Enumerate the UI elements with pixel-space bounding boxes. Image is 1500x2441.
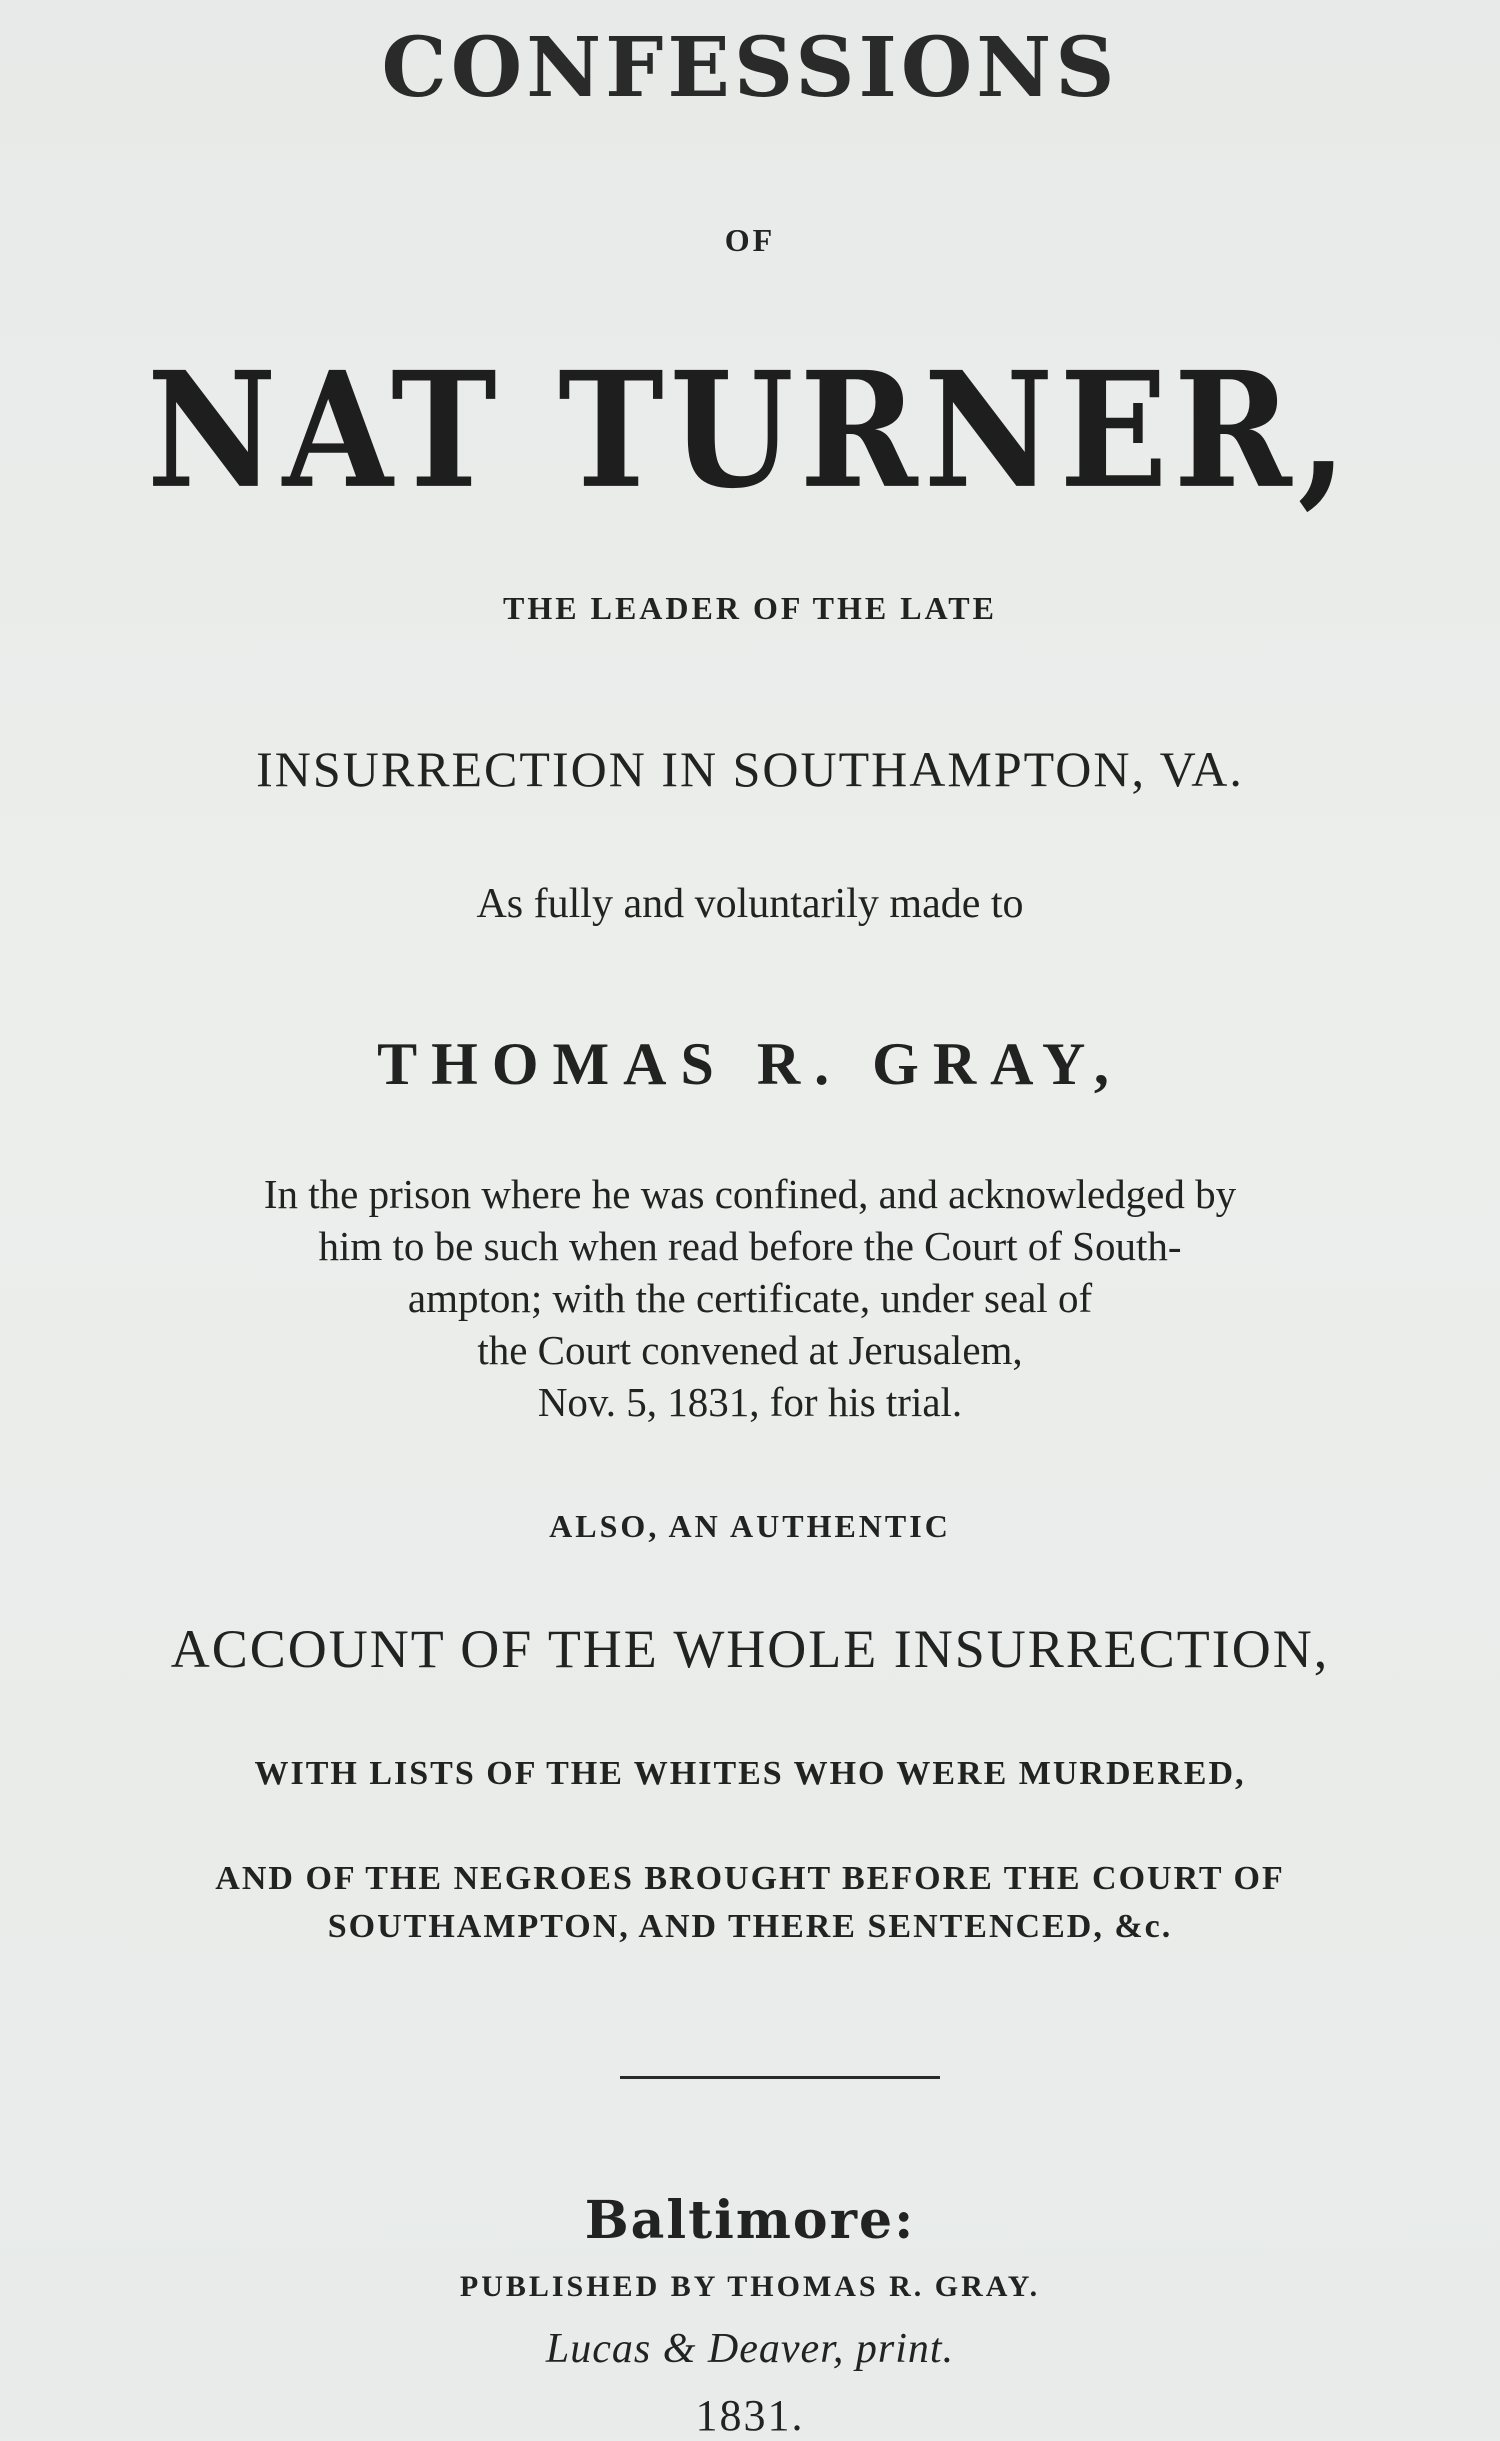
imprint-city: Baltimore:	[584, 2190, 916, 2251]
description-line: him to be such when read before the Court of South-	[318, 1223, 1182, 1269]
negroes-line: SOUTHAMPTON, AND THERE SENTENCED, &c.	[327, 1908, 1173, 1945]
imprint-publisher: PUBLISHED BY THOMAS R. GRAY.	[459, 2270, 1041, 2303]
lists-line: WITH LISTS OF THE WHITES WHO WERE MURDERED,	[254, 1755, 1246, 1792]
leader-line: THE LEADER OF THE LATE	[503, 590, 997, 626]
negroes-line: AND OF THE NEGROES BROUGHT BEFORE THE COURT OF	[215, 1860, 1285, 1897]
description-line: the Court convened at Jerusalem,	[477, 1327, 1023, 1373]
divider-rule	[620, 2076, 940, 2079]
recipient-name: THOMAS R. GRAY,	[377, 1031, 1123, 1097]
description-line: ampton; with the certificate, under seal of	[407, 1275, 1093, 1321]
description-line: Nov. 5, 1831, for his trial.	[537, 1379, 963, 1425]
insurrection-line: INSURRECTION IN SOUTHAMPTON, VA.	[256, 741, 1244, 797]
account-line: ACCOUNT OF THE WHOLE INSURRECTION,	[170, 1619, 1330, 1679]
imprint-printer: Lucas & Deaver, print.	[545, 2326, 955, 2372]
title-name: NAT TURNER,	[146, 338, 1354, 524]
made-to-line: As fully and voluntarily made to	[476, 881, 1024, 927]
also-line: ALSO, AN AUTHENTIC	[549, 1508, 951, 1544]
title-of: OF	[724, 222, 776, 258]
description-line: In the prison where he was confined, and acknowledged by	[263, 1171, 1237, 1217]
title-confessions: CONFESSIONS	[381, 20, 1119, 116]
imprint-year: 1831.	[695, 2391, 805, 2440]
